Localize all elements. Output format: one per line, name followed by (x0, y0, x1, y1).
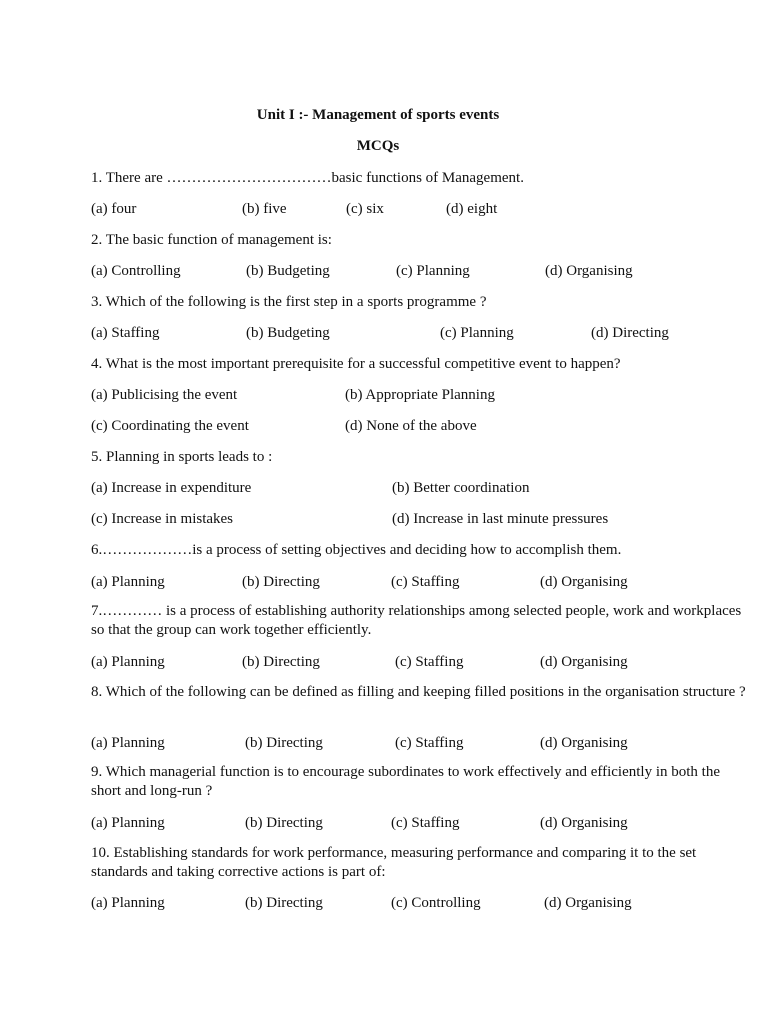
option-b: (b) Directing (245, 735, 323, 751)
options-1 (91, 200, 751, 220)
options-2 (91, 262, 751, 282)
option-d: (d) Organising (540, 735, 628, 751)
option-b: (b) Directing (242, 654, 320, 670)
option-d: (d) eight (446, 201, 498, 217)
question-7: 7.………… is a process of establishing authority relationships among selected people, work and workplaces so that the group can work together efficiently. (91, 603, 742, 638)
option-d: (d) Directing (591, 325, 669, 341)
option-a: (a) Increase in expenditure (91, 480, 252, 496)
option-a: (a) Controlling (91, 263, 181, 279)
question-4: 4. What is the most important prerequisite for a successful competitive event to happen? (91, 356, 621, 372)
section-title: MCQs (356, 138, 400, 154)
option-b: (b) Budgeting (246, 325, 330, 341)
option-b: (b) Budgeting (246, 263, 330, 279)
option-c: (c) six (346, 201, 384, 217)
options-3 (91, 324, 751, 344)
option-d: (d) Organising (544, 895, 632, 911)
option-b: (b) Directing (242, 574, 320, 590)
options-6 (91, 573, 751, 593)
options-9 (91, 814, 751, 834)
option-c: (c) Controlling (391, 895, 481, 911)
options-4b (91, 417, 751, 437)
option-b: (b) Directing (245, 815, 323, 831)
options-8 (91, 734, 751, 754)
option-d: (d) Increase in last minute pressures (392, 511, 609, 527)
option-a: (a) Staffing (91, 325, 160, 341)
option-d: (d) None of the above (345, 418, 477, 434)
question-9: 9. Which managerial function is to encourage subordinates to work effectively and efficiently in both the short and long-run ? (91, 764, 720, 799)
option-c: (c) Coordinating the event (91, 418, 249, 434)
options-4a (91, 386, 751, 406)
option-a: (a) Planning (91, 815, 165, 831)
option-a: (a) Publicising the event (91, 387, 238, 403)
option-b: (b) Directing (245, 895, 323, 911)
option-d: (d) Organising (545, 263, 633, 279)
option-c: (c) Staffing (391, 574, 460, 590)
option-c: (c) Staffing (395, 654, 464, 670)
question-8: 8. Which of the following can be defined as filling and keeping filled positions in the organisation structure ? (91, 684, 746, 700)
question-3: 3. Which of the following is the first step in a sports programme ? (91, 294, 487, 310)
options-5a (91, 479, 751, 499)
option-c: (c) Planning (440, 325, 514, 341)
option-a: (a) Planning (91, 654, 165, 670)
question-2: 2. The basic function of management is: (91, 232, 332, 248)
options-7 (91, 653, 751, 673)
option-a: (a) four (91, 201, 137, 217)
question-6: 6.………………is a process of setting objectives and deciding how to accomplish them. (91, 542, 622, 558)
options-5b (91, 510, 751, 530)
unit-title: Unit I :- Management of sports events (256, 107, 500, 123)
option-c: (c) Planning (396, 263, 470, 279)
option-c: (c) Increase in mistakes (91, 511, 234, 527)
option-b: (b) Better coordination (392, 480, 530, 496)
options-10 (91, 894, 751, 914)
option-d: (d) Organising (540, 574, 628, 590)
option-d: (d) Organising (540, 815, 628, 831)
question-5: 5. Planning in sports leads to : (91, 449, 273, 465)
option-a: (a) Planning (91, 895, 165, 911)
option-a: (a) Planning (91, 735, 165, 751)
option-d: (d) Organising (540, 654, 628, 670)
option-c: (c) Staffing (391, 815, 460, 831)
question-10: 10. Establishing standards for work performance, measuring performance and comparing it to the set standards and taking corrective actions is part of: (91, 845, 697, 880)
option-c: (c) Staffing (395, 735, 464, 751)
option-b: (b) Appropriate Planning (345, 387, 495, 403)
question-1: 1. There are ……………………………basic functions of Management. (91, 170, 524, 186)
option-b: (b) five (242, 201, 287, 217)
option-a: (a) Planning (91, 574, 165, 590)
